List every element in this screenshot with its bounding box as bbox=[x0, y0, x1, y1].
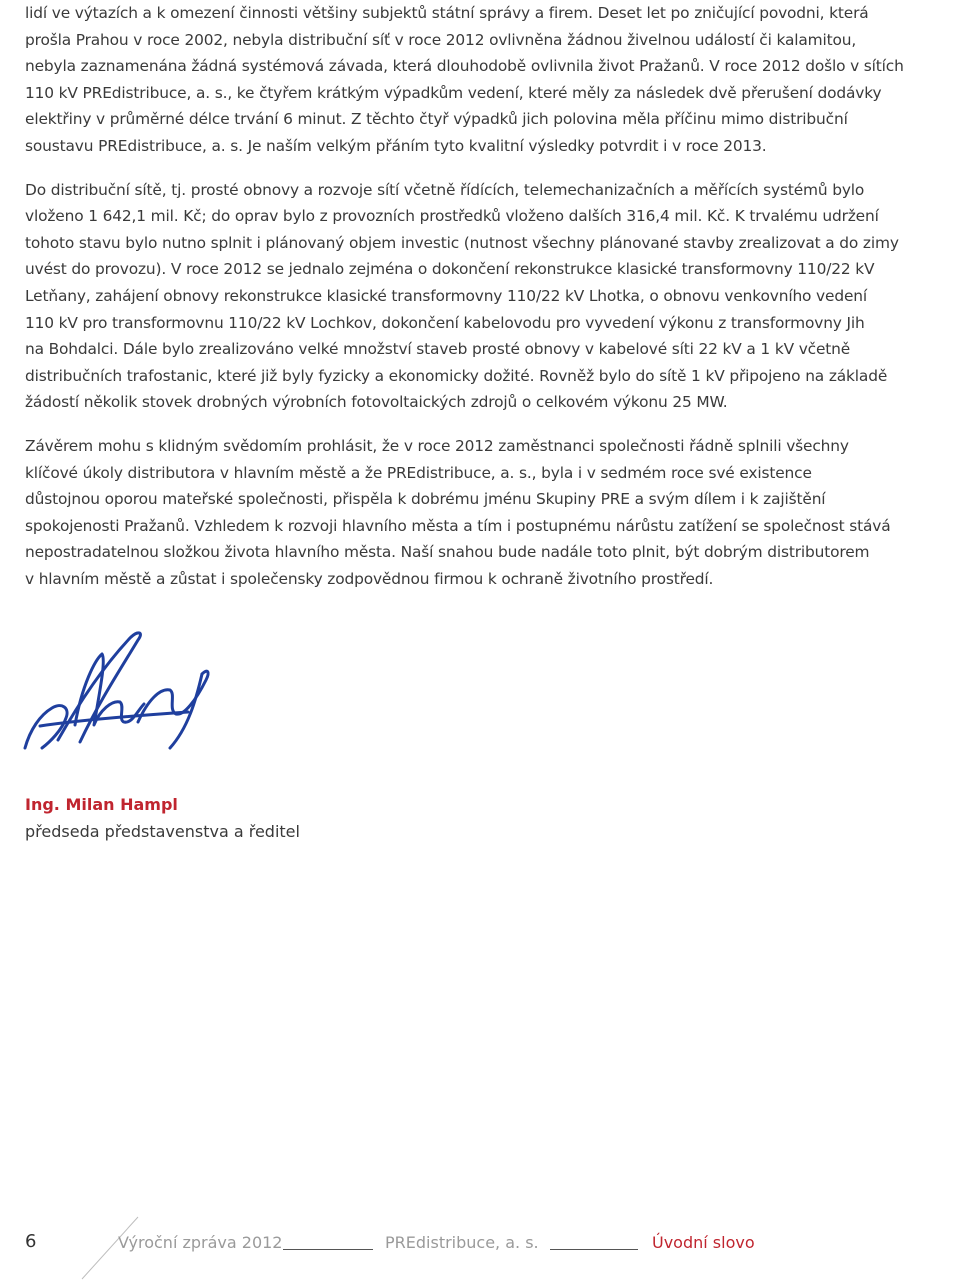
text-line: 110 kV pro transformovnu 110/22 kV Lochkov, dokončení kabelovodu pro vyvedení výkonu z transformovny Jih bbox=[25, 313, 865, 332]
text-line: důstojnou oporou mateřské společnosti, přispěla k dobrému jménu Skupiny PRE a svým dílem i k zajištění bbox=[25, 490, 826, 509]
text-line: v hlavním městě a zůstat i společensky zodpovědnou firmou k ochraně životního prostředí. bbox=[25, 569, 714, 588]
text-line: na Bohdalci. Dále bylo zrealizováno velké množství staveb prosté obnovy v kabelové síti 22 kV a 1 kV včetně bbox=[25, 340, 851, 359]
text-line: uvést do provozu). V roce 2012 se jednalo zejména o dokončení rekonstrukce klasické transformovny 110/22 kV bbox=[25, 260, 875, 279]
text-line: distribučních trafostanic, které již byly fyzicky a ekonomicky dožité. Rovněž bylo do sítě 1 kV připojeno na základě bbox=[25, 366, 888, 385]
paragraph-2 bbox=[25, 177, 955, 416]
text-line: lidí ve výtazích a k omezení činnosti většiny subjektů státní správy a firem. Deset let po zničující povodni, která bbox=[25, 4, 869, 22]
paragraph-1 bbox=[25, 0, 955, 160]
section-title: Úvodní slovo bbox=[652, 1233, 755, 1252]
letter-body bbox=[25, 0, 955, 609]
signature-stroke bbox=[25, 706, 67, 748]
text-line: tohoto stavu bylo nutno splnit i plánovaný objem investic (nutnost všechny plánované stavby zrealizovat a do zimy bbox=[25, 233, 899, 252]
signature-stroke bbox=[40, 712, 188, 726]
page-footer bbox=[25, 1215, 960, 1281]
footer-rule bbox=[550, 1249, 638, 1250]
paragraph-3 bbox=[25, 433, 955, 593]
text-line: spokojenosti Pražanů. Vzhledem k rozvoji hlavního města a tím i postupnému nárůstu zatížení se společnost stává bbox=[25, 516, 891, 535]
text-line: žádostí několik stovek drobných výrobních fotovoltaických zdrojů o celkovém výkonu 25 MW. bbox=[25, 393, 728, 412]
text-line: klíčové úkoly distributora v hlavním městě a že PREdistribuce, a. s., byla i v sedmém roce své existence bbox=[25, 463, 812, 482]
text-line: nebyla zaznamenána žádná systémová závada, která dlouhodobě ovlivnila život Pražanů. V roce 2012 došlo v sítích bbox=[25, 57, 904, 76]
footer-rule bbox=[283, 1249, 373, 1250]
signatory-name: Ing. Milan Hampl bbox=[25, 795, 178, 814]
text-line: 110 kV PREdistribuce, a. s., ke čtyřem krátkým výpadkům vedení, které měly za následek dvě přerušení dodávky bbox=[25, 83, 882, 102]
text-line: Do distribuční sítě, tj. prosté obnovy a rozvoje sítí včetně řídících, telemechanizačních a měřících systémů bylo bbox=[25, 180, 865, 199]
text-line: Letňany, zahájení obnovy rekonstrukce klasické transformovny 110/22 kV Lhotka, o obnovu venkovního vedení bbox=[25, 286, 867, 305]
text-line: Závěrem mohu s klidným svědomím prohlásit, že v roce 2012 zaměstnanci společnosti řádně splnili všechny bbox=[25, 436, 849, 455]
signatory-role: předseda představenstva a ředitel bbox=[25, 822, 300, 841]
report-title: Výroční zpráva 2012 bbox=[118, 1233, 283, 1252]
text-line: vloženo 1 642,1 mil. Kč; do oprav bylo z provozních prostředků vloženo dalších 316,4 mil. Kč. K trvalému udržení bbox=[25, 207, 879, 226]
text-line: nepostradatelnou složkou života hlavního města. Naší snahou bude nadále toto plnit, být dobrým distributorem bbox=[25, 543, 870, 562]
text-line: prošla Prahou v roce 2002, nebyla distribuční síť v roce 2012 ovlivněna žádnou živelnou událostí či kalamitou, bbox=[25, 30, 857, 49]
company-name: PREdistribuce, a. s. bbox=[385, 1233, 539, 1252]
handwritten-signature bbox=[20, 630, 220, 760]
page-number: 6 bbox=[25, 1231, 37, 1252]
text-line: soustavu PREdistribuce, a. s. Je naším velkým přáním tyto kvalitní výsledky potvrdit i v roce 2013. bbox=[25, 136, 767, 155]
text-line: elektřiny v průměrné délce trvání 6 minut. Z těchto čtyř výpadků jich polovina měla příčinu mimo distribuční bbox=[25, 110, 848, 129]
